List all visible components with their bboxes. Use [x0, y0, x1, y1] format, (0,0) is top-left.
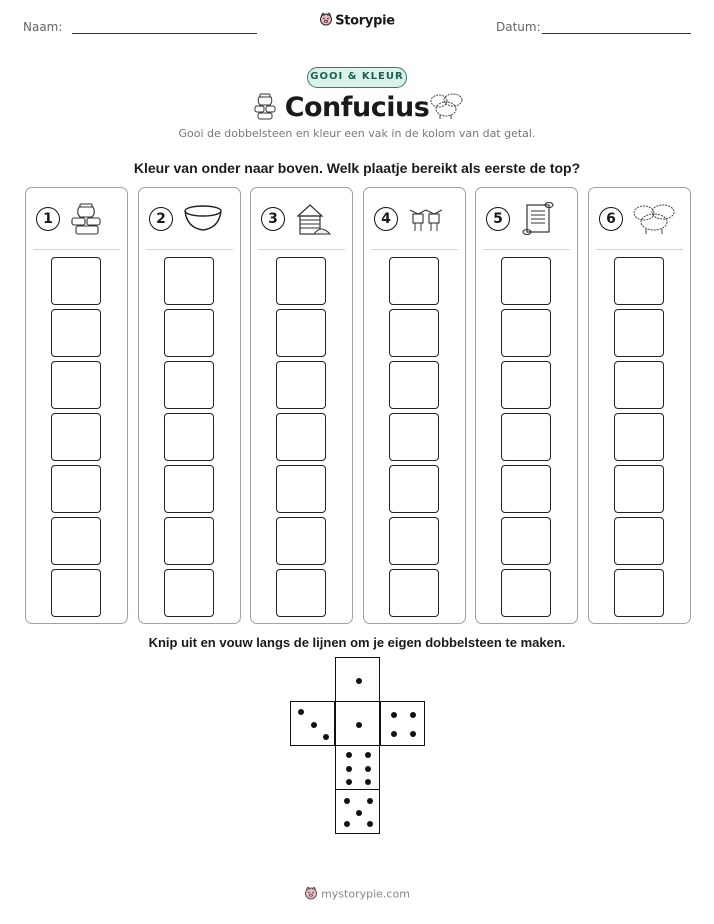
- color-cell[interactable]: [501, 361, 551, 409]
- color-cell[interactable]: [614, 569, 664, 617]
- column-number: 2: [149, 207, 173, 231]
- color-cell[interactable]: [614, 413, 664, 461]
- pottery-icon: [69, 202, 105, 241]
- color-cell[interactable]: [389, 257, 439, 305]
- color-cell[interactable]: [276, 257, 326, 305]
- page-subtitle: Gooi de dobbelsteen en kleur een vak in de kolom van dat getal.: [178, 127, 536, 140]
- color-cell[interactable]: [389, 517, 439, 565]
- column-header: [35, 202, 119, 236]
- sheep-flock-icon: [632, 202, 678, 241]
- color-cell[interactable]: [614, 361, 664, 409]
- column-divider: [146, 249, 233, 250]
- color-cell[interactable]: [164, 309, 214, 357]
- color-cell[interactable]: [389, 413, 439, 461]
- column-header: [260, 202, 344, 236]
- column-header: [485, 202, 569, 236]
- die-face-top: [335, 657, 380, 702]
- color-cell[interactable]: [276, 361, 326, 409]
- column-number: 5: [486, 207, 510, 231]
- die-pip: [356, 722, 362, 728]
- column-divider: [33, 249, 120, 250]
- brand-name: Storypie: [335, 13, 395, 29]
- color-cell[interactable]: [164, 257, 214, 305]
- die-pip: [344, 821, 350, 827]
- die-pip: [391, 731, 397, 737]
- page-title: Confucius: [284, 92, 430, 123]
- footer-url: mystorypie.com: [321, 887, 410, 901]
- column-divider: [258, 249, 345, 250]
- die-pip: [356, 810, 362, 816]
- color-cell[interactable]: [501, 465, 551, 513]
- column-header: [373, 202, 457, 236]
- die-pip: [356, 678, 362, 684]
- color-cell[interactable]: [276, 413, 326, 461]
- color-cell[interactable]: [276, 465, 326, 513]
- die-pip: [311, 722, 317, 728]
- color-cell[interactable]: [164, 361, 214, 409]
- column-4: [363, 187, 466, 624]
- color-cell[interactable]: [51, 257, 101, 305]
- column-6: [588, 187, 691, 624]
- color-cell[interactable]: [614, 309, 664, 357]
- die-pip: [391, 712, 397, 718]
- color-cell[interactable]: [389, 569, 439, 617]
- date-label: Datum:: [496, 20, 541, 34]
- die-pip: [323, 734, 329, 740]
- color-cell[interactable]: [51, 517, 101, 565]
- column-1: [25, 187, 128, 624]
- die-face-right: [380, 701, 425, 746]
- name-line[interactable]: [72, 33, 257, 34]
- color-cell[interactable]: [51, 309, 101, 357]
- color-cell[interactable]: [164, 517, 214, 565]
- column-number: 3: [261, 207, 285, 231]
- storypie-logo: [0, 12, 714, 30]
- oxen-icon: [407, 202, 447, 239]
- die-pip: [410, 731, 416, 737]
- die-pip: [365, 752, 371, 758]
- color-cell[interactable]: [164, 413, 214, 461]
- column-divider: [371, 249, 458, 250]
- column-5: [475, 187, 578, 624]
- die-pip: [298, 709, 304, 715]
- column-header: [598, 202, 682, 236]
- column-number: 6: [599, 207, 623, 231]
- barn-icon: [294, 202, 334, 241]
- color-cell[interactable]: [501, 569, 551, 617]
- color-cell[interactable]: [389, 309, 439, 357]
- color-cell[interactable]: [51, 413, 101, 461]
- die-pip: [365, 779, 371, 785]
- color-cell[interactable]: [389, 465, 439, 513]
- color-cell[interactable]: [614, 517, 664, 565]
- column-divider: [596, 249, 683, 250]
- die-pip: [365, 766, 371, 772]
- die-face-bottom: [335, 789, 380, 834]
- activity-badge: GOOI & KLEUR: [307, 67, 407, 88]
- bowl-icon: [182, 202, 224, 239]
- instruction-bottom: Knip uit en vouw langs de lijnen om je eigen dobbelsteen te maken.: [148, 635, 566, 650]
- footer: [0, 886, 714, 903]
- color-cell[interactable]: [51, 361, 101, 409]
- die-face-left: [290, 701, 335, 746]
- scroll-icon: [519, 202, 555, 241]
- color-cell[interactable]: [501, 517, 551, 565]
- sheep-flock-icon: [429, 92, 465, 125]
- date-line[interactable]: [542, 33, 691, 34]
- color-cell[interactable]: [164, 569, 214, 617]
- color-cell[interactable]: [51, 465, 101, 513]
- instruction-top: Kleur van onder naar boven. Welk plaatje bereikt als eerste de top?: [133, 160, 581, 176]
- die-pip: [346, 766, 352, 772]
- color-cell[interactable]: [276, 569, 326, 617]
- die-pip: [367, 798, 373, 804]
- name-label: Naam:: [23, 20, 63, 34]
- color-cell[interactable]: [276, 517, 326, 565]
- die-face-lower: [335, 745, 380, 790]
- color-cell[interactable]: [164, 465, 214, 513]
- die-pip: [344, 798, 350, 804]
- column-2: [138, 187, 241, 624]
- column-number: 1: [36, 207, 60, 231]
- die-pip: [346, 779, 352, 785]
- column-divider: [483, 249, 570, 250]
- column-number: 4: [374, 207, 398, 231]
- pig-mascot-icon: [319, 12, 333, 30]
- die-pip: [410, 712, 416, 718]
- column-3: [250, 187, 353, 624]
- color-cell[interactable]: [501, 257, 551, 305]
- color-cell[interactable]: [501, 413, 551, 461]
- color-cell[interactable]: [51, 569, 101, 617]
- color-cell[interactable]: [501, 309, 551, 357]
- die-face-center: [335, 701, 380, 746]
- die-pip: [367, 821, 373, 827]
- color-cell[interactable]: [614, 465, 664, 513]
- column-header: [148, 202, 232, 236]
- pig-mascot-icon: [304, 886, 318, 903]
- die-pip: [346, 752, 352, 758]
- color-cell[interactable]: [389, 361, 439, 409]
- color-cell[interactable]: [614, 257, 664, 305]
- color-cell[interactable]: [276, 309, 326, 357]
